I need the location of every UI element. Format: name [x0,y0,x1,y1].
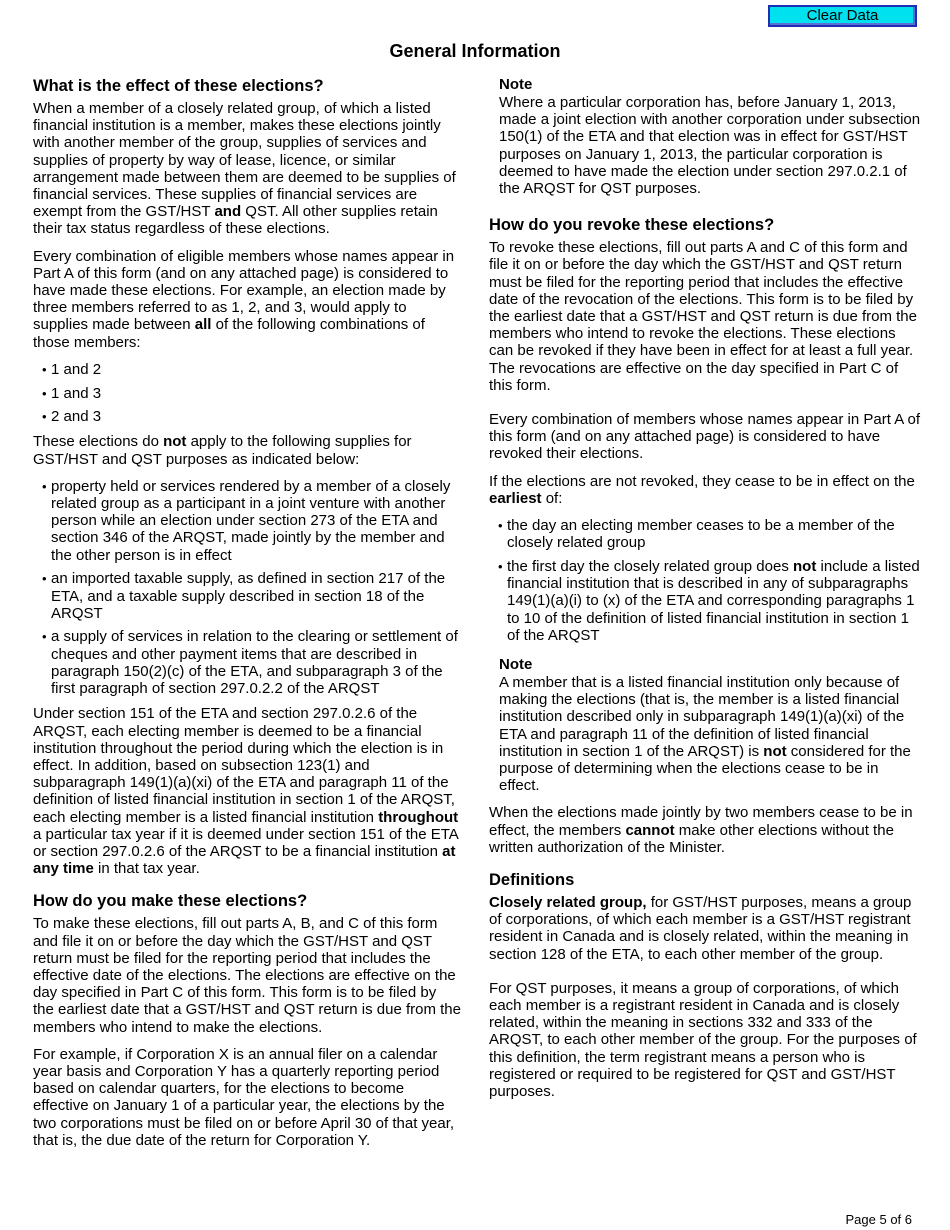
member-combinations-list [33,361,461,426]
list-item: • property held or services rendered by a member of a closely related group as a participant in a joint venture with another person while an election under section 273 of the ETA and section 346 of the ARQST, made jointly by the member and the other person is in effect [42,478,461,564]
exclusions-list [33,478,461,697]
note-title: Note [499,76,533,93]
definitions-heading: Definitions [489,871,575,890]
effect-paragraph-3: These elections do not apply to the following supplies for GST/HST and QST purposes as indicated below: [33,433,412,468]
note-text: Where a particular corporation has, before January 1, 2013, made a joint election with another corporation under subsection 150(1) of the ETA and that election was in effect for GST/HST purposes on January 1, 2013, the particular corporation is deemed to have made the election under section 297.0.2.1 of the ARQST for QST purposes. [499,94,921,198]
make-paragraph-1: To make these elections, fill out parts A, B, and C of this form and file it on or before the day which the GST/HST and QST return must be filed for the reporting period that includes the effective date of the elections. The elections are effective on the day specified in Part C of this form. This form is to be filed by the earliest date that a GST/HST and QST return is due from the members who intend to make the elections. [33,915,461,1036]
effect-paragraph-2: Every combination of eligible members whose names appear in Part A of this form (and on any attached page) is considered to have made these elections. For example, an election made by three members referred to as 1, 2, and 3, would apply to supplies made between all of the following combinations of those members: [33,247,455,351]
revoke-paragraph-3: If the elections are not revoked, they cease to be in effect on the earliest of: [489,472,915,507]
note-prior-election [499,76,921,197]
list-item: • 1 and 2 [42,361,461,378]
effect-paragraph-4: Under section 151 of the ETA and section 297.0.2.6 of the ARQST, each electing member is deemed to be a financial institution throughout the period during which the election is in effect. In addition, based on subsection 123(1) and subparagraph 149(1)(a)(xi) of the ETA and paragraph 11 of the definition of listed financial institution in section 1 of the ARQST, each electing member is a listed financial institution throughout a particular tax year if it is deemed under section 151 of the ETA or section 297.0.2.6 of the ARQST to be a financial institution at any time in that tax year. [33,705,459,878]
page-number: Page 5 of 6 [845,1212,912,1227]
revoke-paragraph-2: Every combination of members whose names appear in Part A of this form (and on any attached page) is considered to have revoked their elections. [489,411,921,463]
definitions-paragraph-1: Closely related group, for GST/HST purposes, means a group of corporations, of which each member is a GST/HST registrant resident in Canada and is closely related, within the meaning in section 128 of the ETA, to each other member of the group. [489,894,912,963]
left-column [33,76,461,1159]
make-paragraph-2: For example, if Corporation X is an annual filer on a calendar year basis and Corporation Y has a quarterly reporting period based on calendar quarters, for the elections to become effective on January 1 of a particular year, the elections by the two corporations must be filed on or before April 30 of that year, that is, the due date of the return for Corporation Y. [33,1045,455,1149]
list-item: • the day an electing member ceases to be a member of the closely related group [498,517,921,551]
note-title: Note [499,655,533,673]
clear-data-button[interactable]: Clear Data [768,5,917,27]
revoke-heading: How do you revoke these elections? [489,216,775,235]
list-item: • 2 and 3 [42,408,461,425]
make-heading: How do you make these elections? [33,892,308,911]
list-item: • the first day the closely related group does not include a listed financial institution that is described in any of subparagraphs 149(1)(a)(i) to (x) of the ETA and corresponding paragraphs 1 to 10 of the definition of listed financial institution in section 1 of the ARQST [498,558,921,644]
effect-heading: What is the effect of these elections? [33,77,324,95]
cease-conditions-list [489,517,921,644]
list-item: • a supply of services in relation to the clearing or settlement of cheques and other payment items that are described in paragraph 150(2)(c) of the ETA, and subparagraph 3 of the first paragraph of section 297.0.2.2 of the ARQST [42,628,461,697]
note-listed-institution [499,656,921,794]
note-text: A member that is a listed financial institution only because of making the elections (that is, the member is a listed financial institution described only in subparagraph 149(1)(a)(xi) of the ETA and paragraph 11 of the definition of listed financial institution in section 1 of the ARQST) is not considered for the purpose of determining when the elections cease to be in effect. [499,673,911,795]
revoke-paragraph-1: To revoke these elections, fill out parts A and C of this form and file it on or before the day which the GST/HST and QST return must be filed for the reporting period that includes the effective date of the revocation of the elections. This form is to be filed by the earliest date that a GST/HST and QST return is due from the members who intend to revoke the elections. These elections can be revoked if they have been in effect for at least a full year. The revocations are effective on the day specified in Part C of this form. [489,239,917,394]
right-column [489,76,921,1110]
revoke-paragraph-4: When the elections made jointly by two members cease to be in effect, the members cannot make other elections without the written authorization of the Minister. [489,804,913,856]
effect-paragraph-1: When a member of a closely related group, of which a listed financial institution is a member, makes these elections jointly with another member of the group, supplies of services and supplies of property by way of lease, licence, or similar arrangement made between them are deemed to be supplies of financial services. These supplies of financial services are exempt from the GST/HST and QST. All other supplies retain their tax status regardless of these elections. [33,100,456,238]
page-title: General Information [389,41,561,61]
list-item: • an imported taxable supply, as defined in section 217 of the ETA, and a taxable supply described in section 18 of the ARQST [42,570,461,622]
definitions-paragraph-2: For QST purposes, it means a group of corporations, of which each member is a registrant resident in Canada and is closely related, within the meaning in sections 332 and 333 of the ARQST, to each other member of the group. For the purposes of this definition, the term registrant means a person who is registered or required to be registered for QST and GST/HST purposes. [489,979,917,1101]
list-item: • 1 and 3 [42,385,461,402]
